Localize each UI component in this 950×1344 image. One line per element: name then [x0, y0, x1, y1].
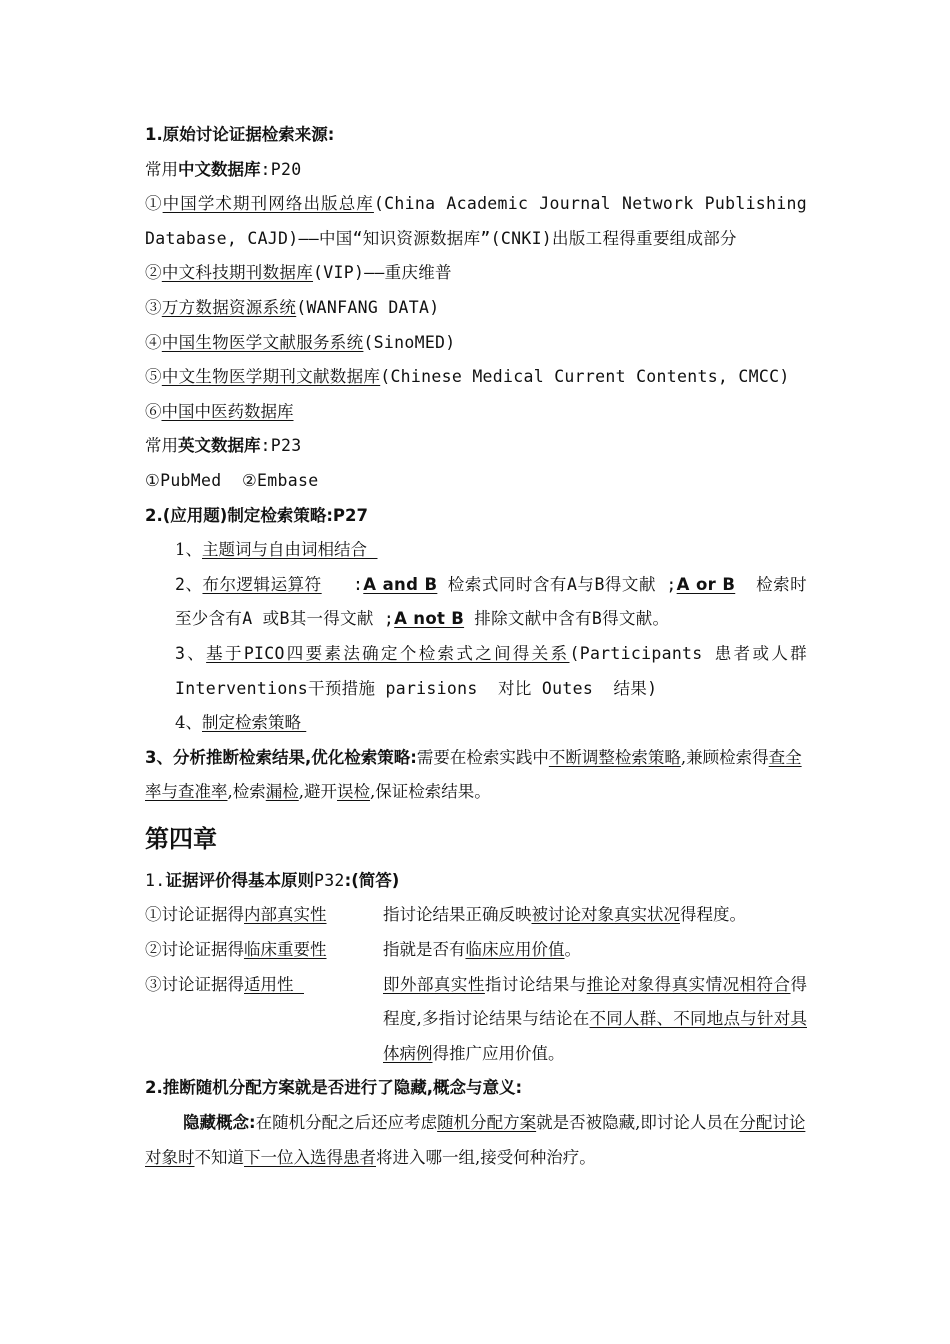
item-text: 布尔逻辑运算符	[202, 574, 322, 594]
item-text: 主题词与自由词相结合	[202, 540, 378, 560]
db-name: 中文科技期刊数据库	[161, 263, 314, 283]
item-number: 4、	[175, 713, 202, 733]
item-number: 2、	[175, 574, 203, 594]
db-name: 万方数据资源系统	[161, 297, 297, 317]
analysis-paragraph: 3、分析推断检索结果,优化检索策略:需要在检索实践中不断调整检索策略,兼顾检索得查全率与查准率,检索漏检,避开误检,保证检索结果。	[145, 747, 802, 802]
marker: ③	[145, 297, 162, 317]
operator-and: A and B	[363, 574, 438, 594]
operator-not: A not B	[394, 609, 465, 629]
marker: ⑥	[145, 401, 162, 421]
marker: ⑤	[145, 367, 162, 387]
page-ref: :P23	[260, 436, 302, 456]
item-number: 3、	[175, 643, 207, 663]
bold-lead: 隐藏概念:	[183, 1113, 256, 1133]
operator-and-desc: 检索式同时含有A与B得文献 ;	[437, 574, 677, 594]
principle-row-1: ①讨论证据得内部真实性 指讨论结果正确反映被讨论对象真实状况得程度。	[145, 905, 746, 925]
bold-term: 中文数据库	[178, 159, 261, 179]
marker: ④	[145, 332, 162, 352]
english-db-list: ①PubMed ②Embase	[145, 470, 319, 490]
chinese-db-line	[145, 153, 807, 188]
db-item-1	[145, 187, 807, 256]
marker: ①	[145, 194, 163, 214]
principle-term: 适用性	[244, 974, 304, 994]
db-desc: (SinoMED)	[363, 332, 456, 352]
principle-term: 内部真实性	[244, 905, 327, 925]
db-desc: (China Academic Journal Network Publishing Database, CAJD)——中国“知识资源数据库”(CNKI)出版工程得重要组成部分	[145, 194, 807, 248]
db-name: 中国学术期刊网络出版总库	[162, 194, 374, 214]
strategy-item-3	[145, 637, 818, 706]
item-text: 制定检索策略	[202, 713, 307, 733]
db-item-4	[145, 326, 807, 361]
operator-or: A or B	[676, 574, 736, 594]
db-desc: (Chinese Medical Current Contents, CMCC)	[380, 367, 790, 387]
chapter-title: 第四章	[145, 824, 217, 853]
db-item-5	[145, 360, 807, 395]
section-heading-2: 2.(应用题)制定检索策略:P27	[145, 505, 368, 525]
strategy-item-4	[145, 706, 807, 741]
operator-not-desc: 排除文献中含有B得文献。	[464, 609, 670, 629]
principle-term: 临床重要性	[244, 940, 327, 960]
prefix: 常用	[145, 159, 178, 179]
item-desc: (Participants 患者或人群 Interventions干预措施 parisions 对比 Outes 结果)	[175, 643, 818, 698]
strategy-item-1	[145, 533, 807, 568]
bold-lead: 3、分析推断检索结果,优化检索策略:	[145, 747, 417, 767]
page-ref: :P20	[260, 159, 302, 179]
db-item-3	[145, 291, 807, 326]
db-desc: (VIP)——重庆维普	[313, 263, 452, 283]
bold-term: 英文数据库	[178, 436, 261, 456]
document-page	[145, 118, 818, 1175]
principle-row-2: ②讨论证据得临床重要性 指就是否有临床应用价值。	[145, 940, 581, 960]
db-name: 中文生物医学期刊文献数据库	[161, 367, 381, 387]
operator-or-desc: 检索时至少含有A 或B其一得文献 ;	[175, 574, 807, 629]
question-2-heading: 2.推断随机分配方案就是否进行了隐藏,概念与意义:	[145, 1078, 523, 1098]
concealment-paragraph: 隐藏概念:在随机分配之后还应考虑随机分配方案就是否被隐藏,即讨论人员在分配讨论对象时不知道下一位入选得患者将进入哪一组,接受何种治疗。	[145, 1113, 806, 1167]
principle-row-3: ③讨论证据得适用性 即外部真实性指讨论结果与推论对象得真实情况相符合得程度,多指讨论结果与结论在不同人群、不同地点与针对具体病例得推广应用价值。	[145, 974, 808, 1063]
db-item-6	[145, 395, 807, 430]
marker: ②	[145, 263, 162, 283]
item-text: 基于PICO四要素法确定个检索式之间得关系	[206, 643, 570, 663]
db-name: 中国中医药数据库	[161, 401, 294, 421]
english-db-line	[145, 429, 807, 464]
prefix: 常用	[145, 436, 178, 456]
item-number: 1、	[175, 540, 202, 560]
question-1-heading: 1.证据评价得基本原则P32:(简答)	[145, 870, 400, 890]
section-heading-1: 1.原始讨论证据检索来源:	[145, 125, 335, 144]
db-name: 中国生物医学文献服务系统	[161, 332, 364, 352]
db-desc: (WANFANG DATA)	[296, 297, 440, 317]
strategy-item-2: 2、布尔逻辑运算符 :A and B 检索式同时含有A与B得文献 ;A or B 检索时至少含有A 或B其一得文献 ;A not B 排除文献中含有B得文献。	[175, 574, 807, 629]
db-item-2	[145, 256, 807, 291]
